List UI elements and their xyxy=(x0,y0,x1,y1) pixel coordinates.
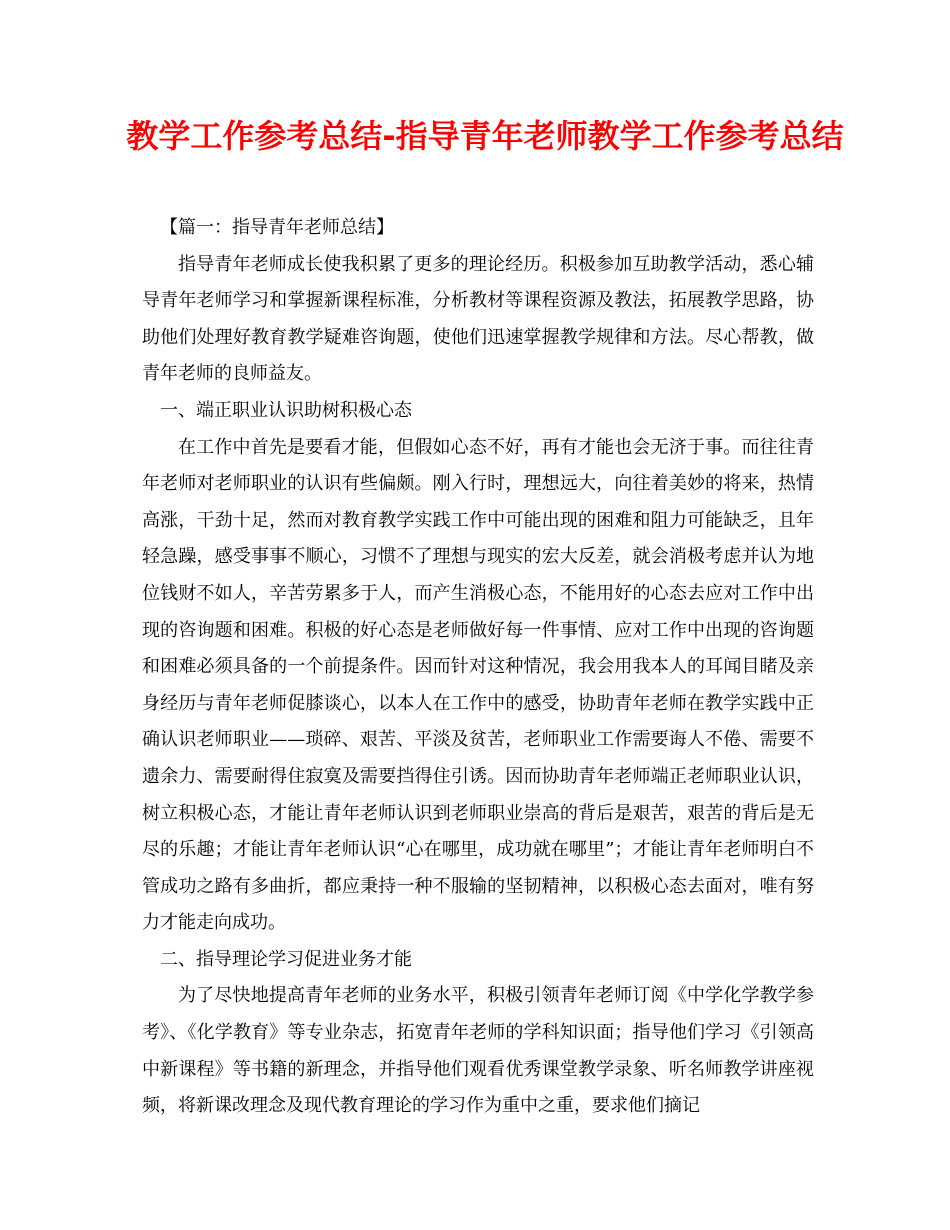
paragraph-section-1: 在工作中首先是要看才能，但假如心态不好，再有才能也会无济于事。而往往青年老师对老师职业的认识有些偏颇。刚入行时，理想远大，向往着美妙的将来，热情高涨，干劲十足，然而对教育教学实践工作中可能出现的困难和阻力可能缺乏，且年轻急躁，感受事事不顺心，习惯不了理想与现实的宏大反差，就会消极考虑并认为地位钱财不如人，辛苦劳累多于人，而产生消极心态，不能用好的心态去应对工作中出现的咨询题和困难。积极的好心态是老师做好每一件事情、应对工作中出现的咨询题和困难必须具备的一个前提条件。因而针对这种情况，我会用我本人的耳闻目睹及亲身经历与青年老师促膝谈心，以本人在工作中的感受，协助青年老师在教学实践中正确认识老师职业——琐碎、艰苦、平淡及贫苦，老师职业工作需要诲人不倦、需要不遗余力、需要耐得住寂寞及需要挡得住引诱。因而协助青年老师端正老师职业认识，树立积极心态，才能让青年老师认识到老师职业崇高的背后是艰苦，艰苦的背后是无尽的乐趣；才能让青年老师认识“心在哪里，成功就在哪里”；才能让青年老师明白不管成功之路有多曲折，都应秉持一种不服输的坚韧精神，以积极心态去面对，唯有努力才能走向成功。 xyxy=(142,436,814,934)
paragraph-intro: 指导青年老师成长使我积累了更多的理论经历。积极参加互助教学活动，悉心辅导青年老师学习和掌握新课程标准，分析教材等课程资源及教法，拓展教学思路，协助他们处理好教育教学疑难咨询题，使他们迅速掌握教学规律和方法。尽心帮教，做青年老师的良师益友。 xyxy=(142,253,814,385)
section-heading-1: 一、端正职业认识助树积极心态 xyxy=(160,399,412,421)
section-heading-2: 二、指导理论学习促进业务才能 xyxy=(160,948,412,970)
paragraph-section-2: 为了尽快地提高青年老师的业务水平，积极引领青年老师订阅《中学化学教学参考》、《化学教育》等专业杂志，拓宽青年老师的学科知识面；指导他们学习《引领高中新课程》等书籍的新理念，并指导他们观看优秀课堂教学录象、听名师教学讲座视频，将新课改理念及现代教育理论的学习作为重中之重，要求他们摘记 xyxy=(142,985,814,1117)
section-label: 【篇一：指导青年老师总结】 xyxy=(160,217,394,238)
document-title: 教学工作参考总结-指导青年老师教学工作参考总结 xyxy=(126,117,844,155)
document-body xyxy=(142,210,814,1125)
